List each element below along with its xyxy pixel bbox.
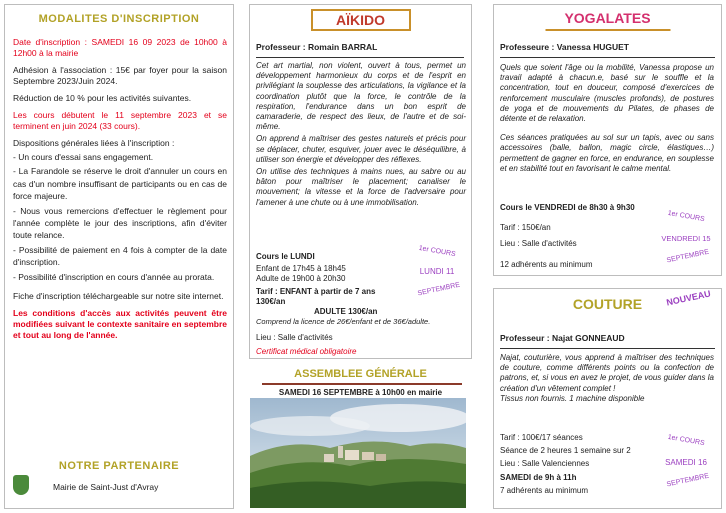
stamp-line: SEPTEMBRE xyxy=(666,248,710,265)
stamp-line: SEPTEMBRE xyxy=(417,281,461,298)
couture-paragraph-2: Tissus non fournis. 1 machine disponible xyxy=(500,393,645,403)
couture-start-stamp xyxy=(656,435,716,493)
list-item: - Possibilité de paiement en 4 fois à compter de la date d'inscription. xyxy=(13,244,227,268)
yogalates-description xyxy=(500,63,714,174)
cours-dates: Les cours débutent le 11 septembre 2023 et se terminent en juin 2024 (33 cours). xyxy=(13,110,227,131)
inscription-panel xyxy=(4,4,234,509)
aikido-when: Cours le LUNDI xyxy=(256,252,315,261)
couture-paragraph-1: Najat, couturière, vous apprend à maîtriser des techniques de couture, comme différents points ou la confection de patrons, et, si vous en avez le projet, de vous guider dans la création d'un vêtement complet ! xyxy=(500,353,714,393)
stamp-line: SEPTEMBRE xyxy=(666,472,710,489)
couture-tarif: Tarif : 100€/17 séances xyxy=(500,433,583,442)
village-photo xyxy=(250,398,466,508)
list-item: - La Farandole se réserve le droit d'annuler un cours en cas d'un nombre insuffisant de participants ou en cas de force majeure. xyxy=(13,166,227,202)
stamp-line: 1er COURS xyxy=(667,433,706,448)
conditions-text: Les conditions d'accès aux activités peuvent être modifiées suivant le contexte sanitaire en septembre et tout au long de l'année. xyxy=(13,308,227,341)
aikido-lieu: Lieu : Salle d'activités xyxy=(256,333,333,343)
aikido-paragraph-2: On apprend à maîtriser des gestes naturels et précis pour se déplacer, chuter, esquiver, jouer avec le déséquilibre, à utiliser son énergie et développer des réflexes. xyxy=(256,134,466,164)
aikido-tarif-adulte: ADULTE 130€/an xyxy=(314,307,378,317)
assemblee-when: SAMEDI 16 SEPTEMBRE à 10h00 en mairie xyxy=(278,388,443,397)
inscription-title: MODALITES D'INSCRIPTION xyxy=(38,13,200,25)
couture-lieu: Lieu : Salle Valenciennes xyxy=(500,459,590,469)
aikido-paragraph-3: On utilise des techniques à mains nues, au sabre ou au bâton pour maîtriser le placement; canaliser le mouvement; la vitesse et la force de l'adversaire pour l'amener à une chute ou à une immobilisation. xyxy=(256,167,466,207)
yogalates-title: YOGALATES xyxy=(545,9,670,31)
yogalates-prof: Professeure : Vanessa HUGUET xyxy=(500,42,629,52)
aikido-adulte: Adulte de 19h00 à 20h30 xyxy=(256,274,346,284)
aikido-start-stamp xyxy=(408,244,464,300)
yogalates-min: 12 adhérents au minimum xyxy=(500,259,593,269)
couture-seance: Séance de 2 heures 1 semaine sur 2 xyxy=(500,446,631,456)
inscription-date: Date d'inscription : SAMEDI 16 09 2023 de 10h00 à 12h00 à la mairie xyxy=(13,37,227,58)
aikido-panel xyxy=(249,4,472,359)
divider xyxy=(500,348,715,349)
couture-min: 7 adhérents au minimum xyxy=(500,485,589,495)
aikido-prof: Professeur : Romain BARRAL xyxy=(256,42,378,52)
village-landscape-image xyxy=(250,398,466,508)
list-item: - Possibilité d'inscription en cours d'année au prorata. xyxy=(13,271,215,282)
stamp-line: SAMEDI 16 xyxy=(665,458,707,467)
yogalates-lieu: Lieu : Salle d'activités xyxy=(500,239,577,249)
dispositions-title: Dispositions générales liées à l'inscription : xyxy=(13,138,175,148)
couture-details xyxy=(500,433,670,496)
partner-logo xyxy=(13,475,29,495)
partner-name: Mairie de Saint-Just d'Avray xyxy=(53,482,159,492)
aikido-certif: Certificat médical obligatoire xyxy=(256,346,357,356)
nouveau-badge: NOUVEAU xyxy=(665,288,712,308)
divider xyxy=(500,57,715,58)
yogalates-start-stamp xyxy=(652,211,718,269)
reduction-text: Réduction de 10 % pour les activités suivantes. xyxy=(13,93,192,103)
dispositions-list xyxy=(13,151,227,283)
aikido-licence: Comprend la licence de 26€/enfant et de 36€/adulte. xyxy=(256,317,431,327)
couture-panel xyxy=(493,288,722,509)
aikido-title: AÏKIDO xyxy=(311,9,411,31)
yogalates-when: Cours le VENDREDI de 8h30 à 9h30 xyxy=(500,203,635,212)
stamp-line: 1er COURS xyxy=(418,244,457,259)
list-item: - Un cours d'essai sans engagement. xyxy=(13,152,154,162)
stamp-line: 1er COURS xyxy=(667,209,706,224)
yogalates-paragraph-2: Ces séances pratiquées au sol sur un tapis, avec ou sans accessoires (balle, ballon, magic circle, élastiques…) permettent de gagner en force, en endurance, en souplesse et en stabilité tout en favorisant le calme mental. xyxy=(500,133,714,173)
yogalates-paragraph-1: Quels que soient l'âge ou la mobilité, Vanessa propose un travail adapté à chacun.e, basé sur le souffle et la concentration, tout en douceur, composé d'exercices de renforcement musculaire (muscles profonds), de postures de yoga et de mouvements du Pilates, de phases de détente et de relaxation. xyxy=(500,63,714,124)
aikido-paragraph-1: Cet art martial, non violent, ouvert à tous, permet un développement harmonieux du corps et de l'esprit en privilégiant la souplesse des articulations, la vigilance et la coordination plutôt que la force, le contrôle de la respiration, l'endurance dans un bon esprit de camaraderie, de respect des lieux, de l'autre et de soi-même. xyxy=(256,61,466,132)
aikido-tarif: Tarif : ENFANT à partir de 7 ans 130€/an xyxy=(256,286,376,306)
stamp-line: VENDREDI 15 xyxy=(661,234,711,243)
divider xyxy=(256,57,464,58)
divider xyxy=(262,383,462,385)
couture-title: COUTURE xyxy=(553,295,663,315)
aikido-description xyxy=(256,61,466,208)
adhesion-text: Adhésion à l'association : 15€ par foyer pour la saison Septembre 2023/Juin 2024. xyxy=(13,65,227,86)
partner-title: NOTRE PARTENAIRE xyxy=(58,460,180,472)
list-item: - Nous vous remercions d'effectuer le règlement pour l'année complète le jour des inscriptions, afin d'éviter toute relance. xyxy=(13,205,227,241)
assemblee-title: ASSEMBLEE GÉNÉRALE xyxy=(294,368,427,380)
fiche-text: Fiche d'inscription téléchargeable sur notre site internet. xyxy=(13,291,224,302)
couture-when: SAMEDI de 9h à 11h xyxy=(500,472,577,482)
yogalates-panel xyxy=(493,4,722,276)
stamp-line: LUNDI 11 xyxy=(419,267,455,276)
aikido-enfant: Enfant de 17h45 à 18h45 xyxy=(256,264,346,274)
couture-prof: Professeur : Najat GONNEAUD xyxy=(500,333,625,343)
couture-description xyxy=(500,353,714,404)
yogalates-tarif: Tarif : 150€/an xyxy=(500,223,551,233)
